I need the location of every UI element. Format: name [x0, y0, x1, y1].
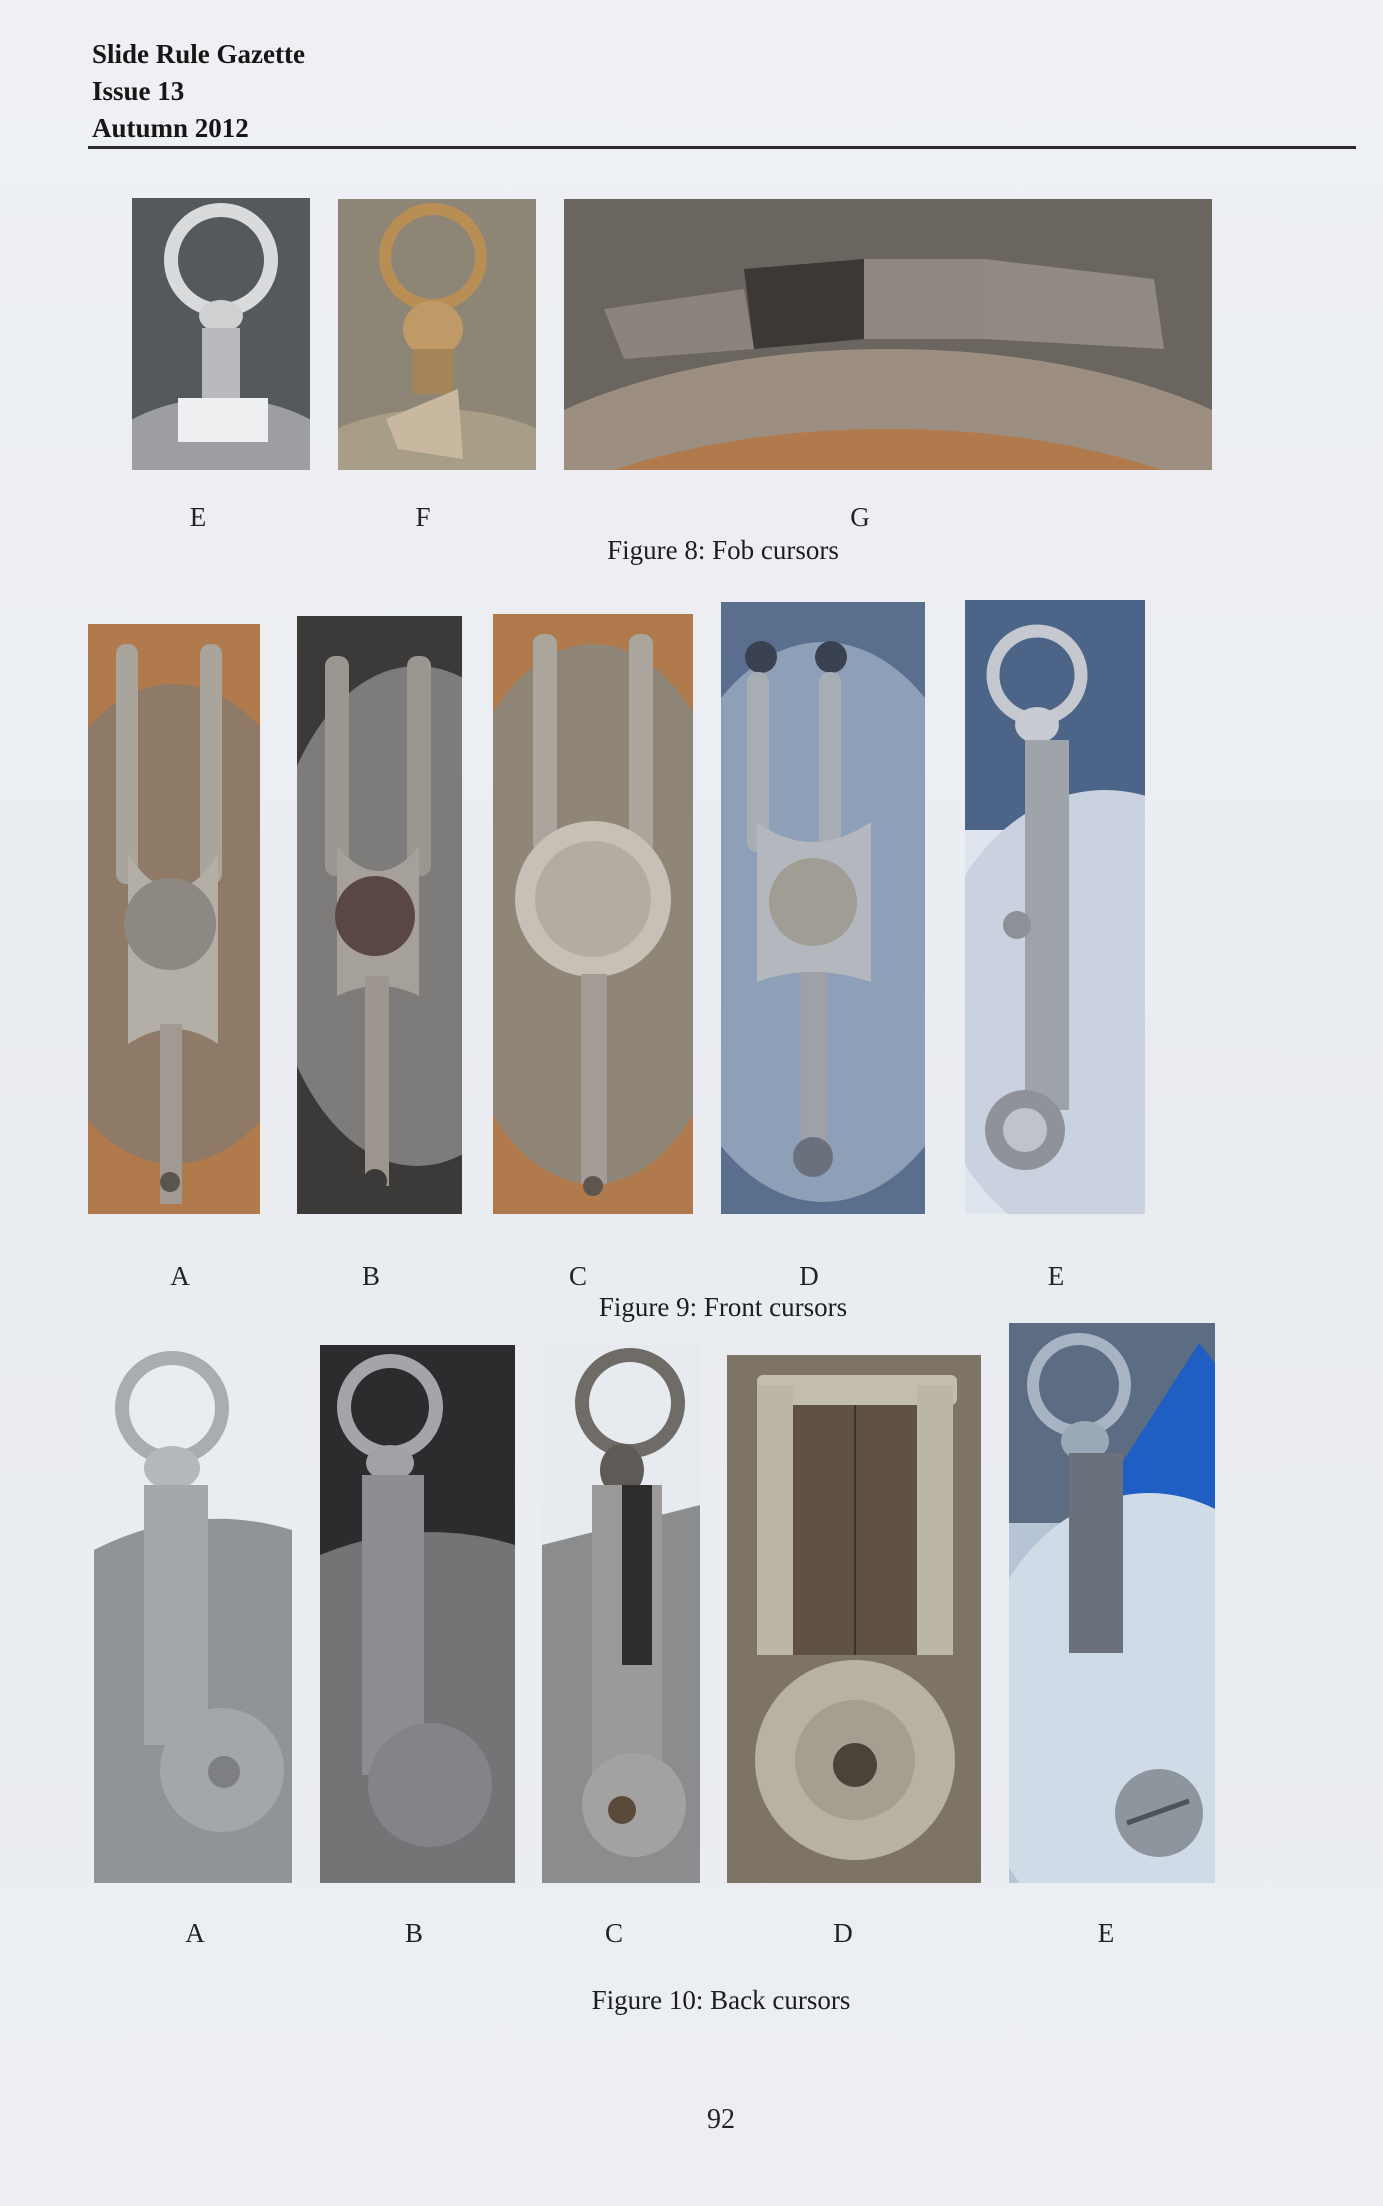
fig10-label-a: A — [185, 1918, 205, 1948]
fig10-photo-e — [1009, 1323, 1215, 1883]
fig9-photo-b — [297, 616, 462, 1214]
fig8-photo-f — [338, 199, 536, 470]
fig10-photo-c — [542, 1345, 700, 1883]
fig8-label-e: E — [189, 502, 207, 532]
fig10-label-b: B — [404, 1918, 423, 1948]
figure8-caption: Figure 8: Fob cursors — [607, 535, 839, 565]
fig9-label-a: A — [170, 1261, 190, 1291]
fig9-label-d: D — [799, 1261, 819, 1291]
journal-title: Slide Rule Gazette — [92, 39, 305, 69]
header-rule — [88, 146, 1356, 149]
fig9-photo-c — [493, 614, 693, 1214]
page-number: 92 — [707, 2104, 735, 2135]
fig9-label-e: E — [1047, 1261, 1065, 1291]
fig9-label-c: C — [568, 1261, 587, 1291]
fig8-photo-e — [132, 198, 310, 470]
fig10-label-c: C — [604, 1918, 623, 1948]
issue-season: Autumn 2012 — [92, 113, 249, 143]
fig8-photo-g — [564, 199, 1212, 470]
fig9-photo-e — [965, 600, 1145, 1214]
fig10-label-d: D — [833, 1918, 853, 1948]
fig10-photo-d — [727, 1355, 981, 1883]
issue-number: Issue 13 — [92, 76, 185, 106]
fig10-photo-a — [94, 1350, 292, 1883]
figure9-caption: Figure 9: Front cursors — [598, 1292, 848, 1322]
fig9-label-b: B — [361, 1261, 380, 1291]
fig8-label-g: G — [850, 502, 870, 532]
figure10-caption: Figure 10: Back cursors — [591, 1985, 851, 2015]
running-header — [92, 36, 305, 147]
fig10-label-e: E — [1097, 1918, 1115, 1948]
fig8-label-f: F — [415, 502, 431, 532]
fig9-photo-a — [88, 624, 260, 1214]
fig10-photo-b — [320, 1345, 515, 1883]
fig9-photo-d — [721, 602, 925, 1214]
